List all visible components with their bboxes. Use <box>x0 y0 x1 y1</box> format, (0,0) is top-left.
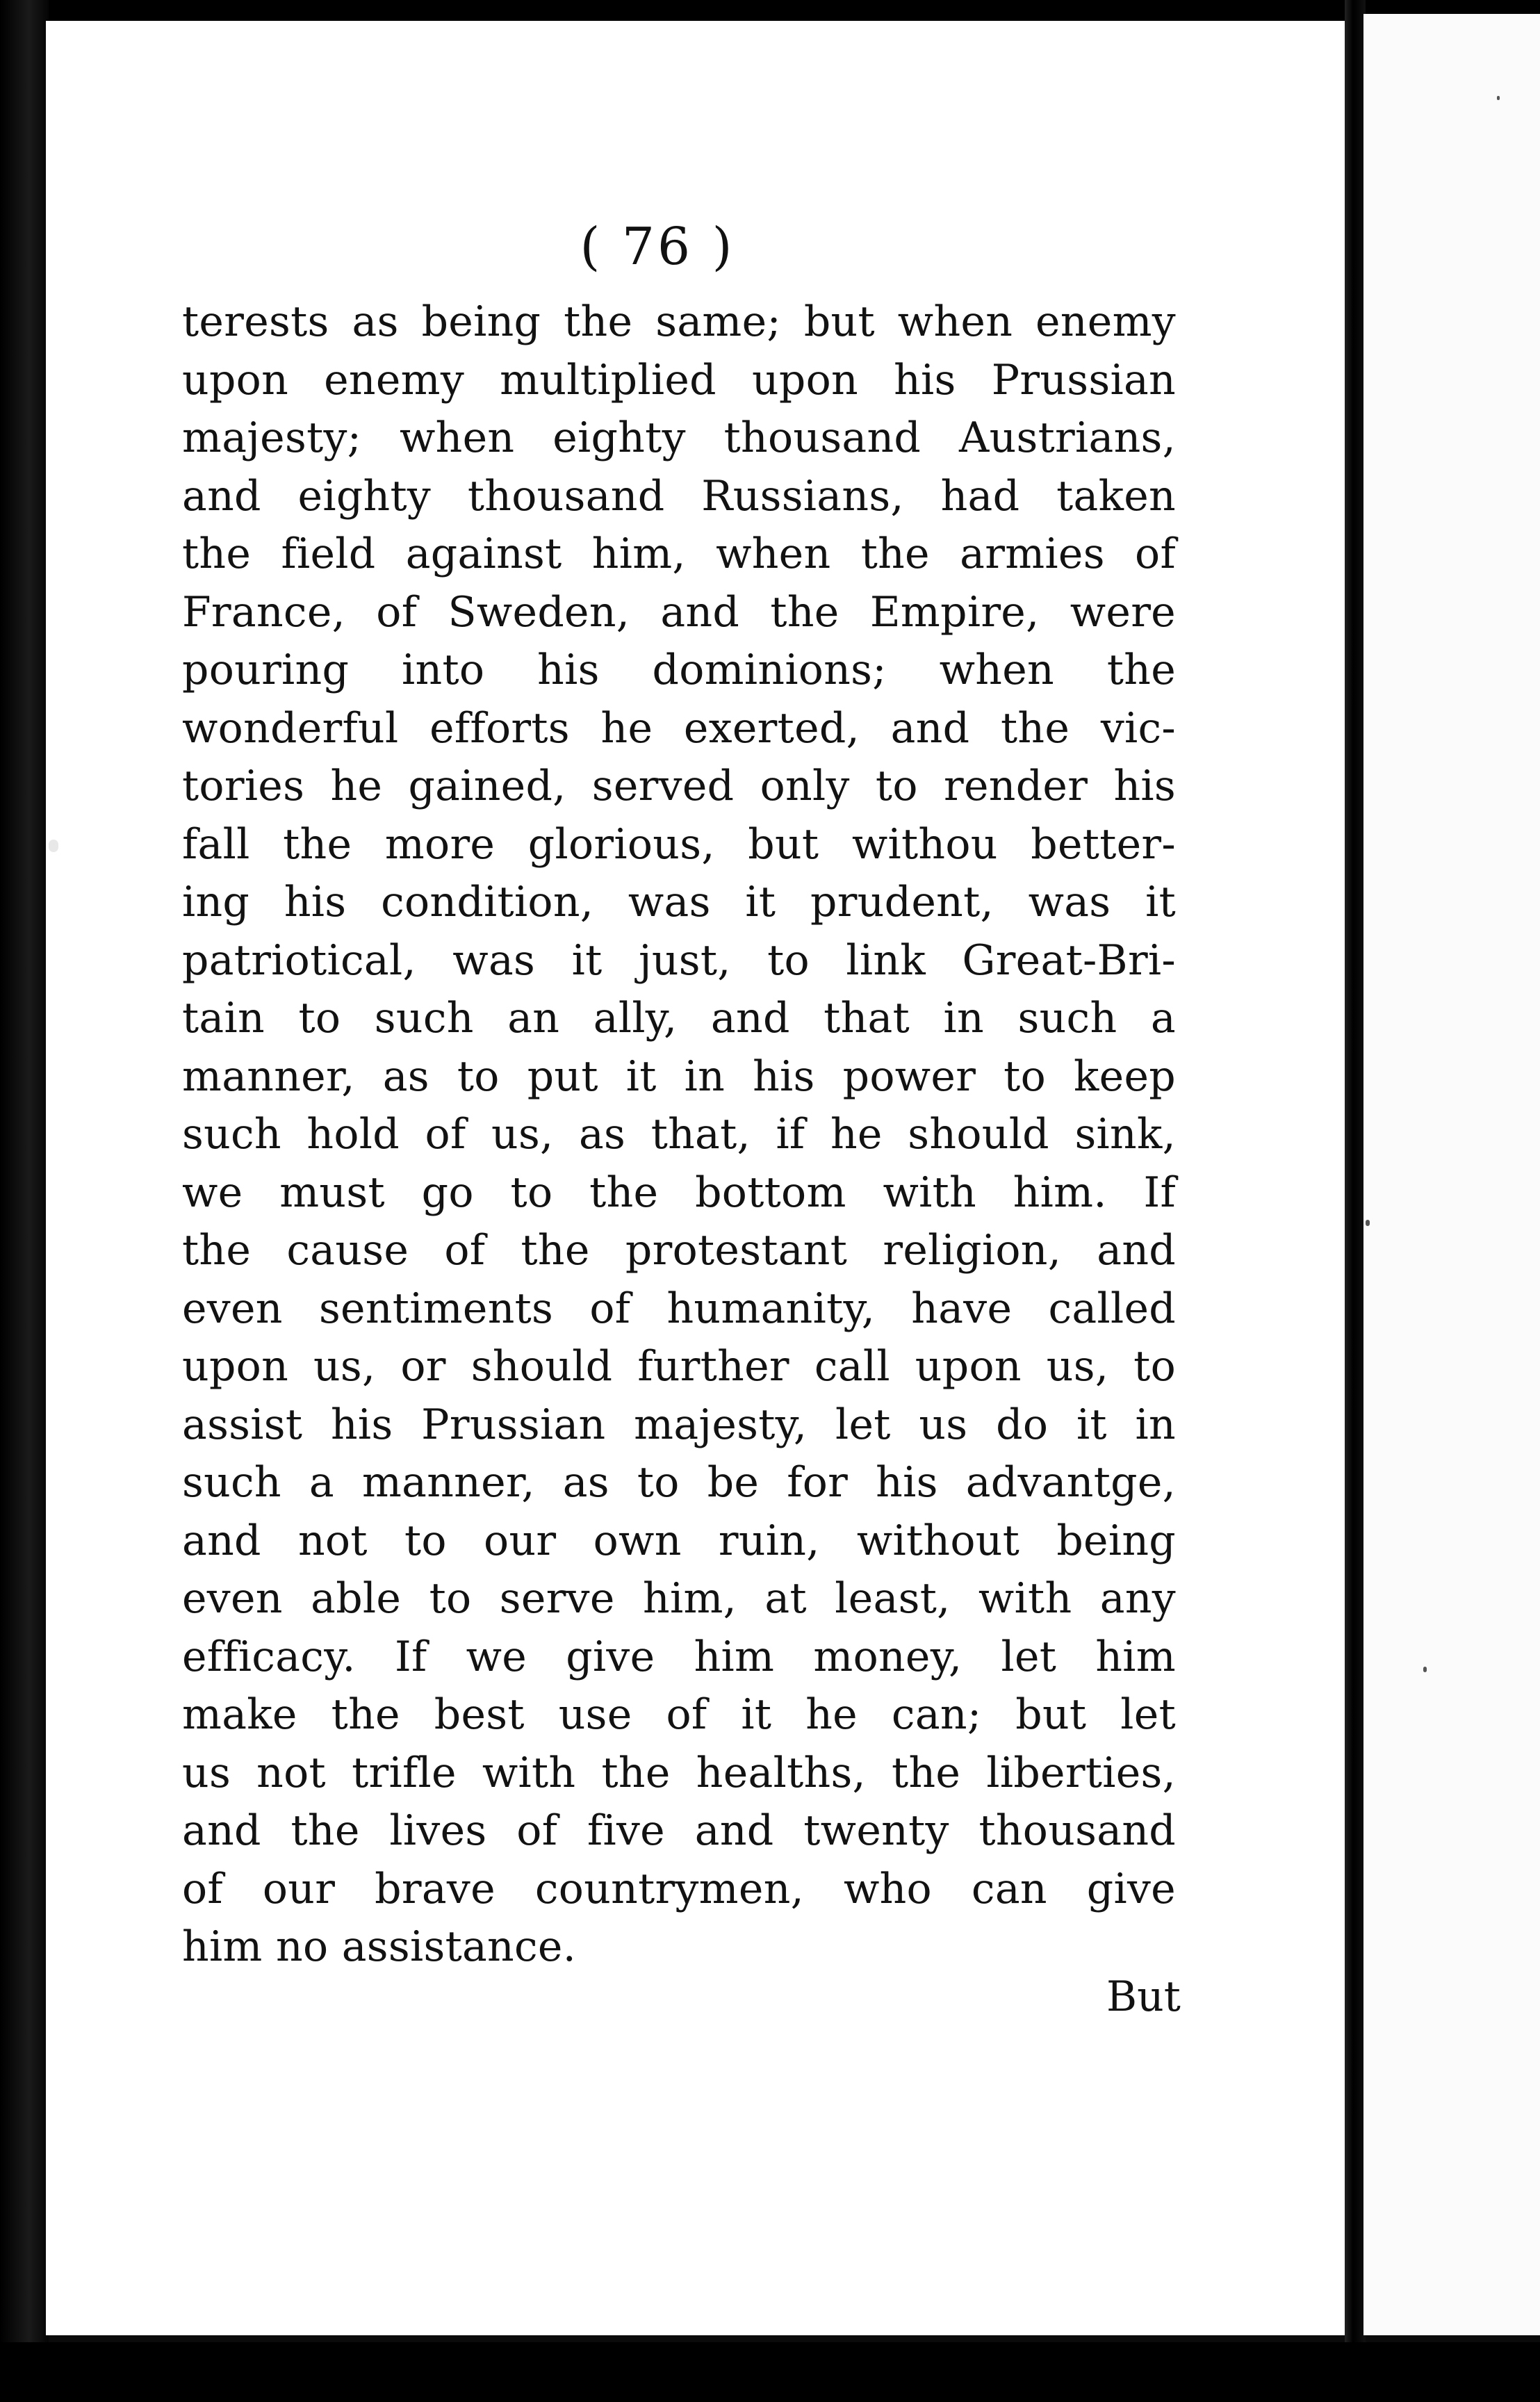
ink-speck <box>1423 1667 1427 1672</box>
page-number: ( 76 ) <box>580 217 735 277</box>
text-line: patriotical, was it just, to link Great-Bri- <box>182 936 1176 985</box>
text-line: ing his condition, was it prudent, was it <box>182 878 1176 926</box>
text-line: of our brave countrymen, who can give <box>182 1864 1176 1913</box>
ink-speck <box>1497 96 1500 100</box>
text-line: upon us, or should further call upon us, to <box>182 1342 1176 1391</box>
scan-bottom-edge <box>0 2342 1540 2402</box>
text-line: make the best use of it he can; but let <box>182 1690 1176 1739</box>
catchword: But <box>1106 1972 1181 2021</box>
text-line: we must go to the bottom with him. If <box>182 1168 1176 1217</box>
text-line: efficacy. If we give him money, let him <box>182 1632 1176 1681</box>
text-line: pouring into his dominions; when the <box>182 646 1176 694</box>
text-line: even sentiments of humanity, have called <box>182 1284 1176 1333</box>
text-line: majesty; when eighty thousand Austrians, <box>182 414 1176 462</box>
text-line: us not trifle with the healths, the liberties, <box>182 1748 1176 1797</box>
text-line: and the lives of five and twenty thousand <box>182 1806 1176 1855</box>
text-line: even able to serve him, at least, with any <box>182 1574 1176 1623</box>
text-line: such hold of us, as that, if he should sink, <box>182 1110 1176 1159</box>
ink-speck <box>1366 1220 1370 1226</box>
text-line: such a manner, as to be for his advantge, <box>182 1458 1176 1507</box>
text-line: and not to our own ruin, without being <box>182 1516 1176 1565</box>
facing-page-edge <box>1363 14 1540 2335</box>
text-line: France, of Sweden, and the Empire, were <box>182 587 1176 637</box>
text-line: him no assistance. <box>182 1922 577 1971</box>
body-text <box>182 293 1176 1977</box>
text-line: terests as being the same; but when enemy <box>182 297 1176 346</box>
text-line: tain to such an ally, and that in such a <box>182 994 1176 1043</box>
scan-binding-edge <box>0 0 49 2402</box>
paper-speck <box>49 840 58 852</box>
text-line: manner, as to put it in his power to keep <box>182 1052 1176 1101</box>
text-line: assist his Prussian majesty, let us do it in <box>182 1400 1176 1449</box>
book-page <box>46 21 1352 2335</box>
text-line: tories he gained, served only to render his <box>182 762 1176 810</box>
text-line: the field against him, when the armies of <box>182 530 1176 578</box>
text-line: and eighty thousand Russians, had taken <box>182 471 1176 521</box>
text-line: fall the more glorious, but withou better- <box>182 819 1176 869</box>
text-line: wonderful efforts he exerted, and the vic- <box>182 703 1176 753</box>
page-gutter <box>1345 0 1366 2402</box>
text-line: upon enemy multiplied upon his Prussian <box>182 355 1176 405</box>
text-line: the cause of the protestant religion, and <box>182 1226 1176 1275</box>
